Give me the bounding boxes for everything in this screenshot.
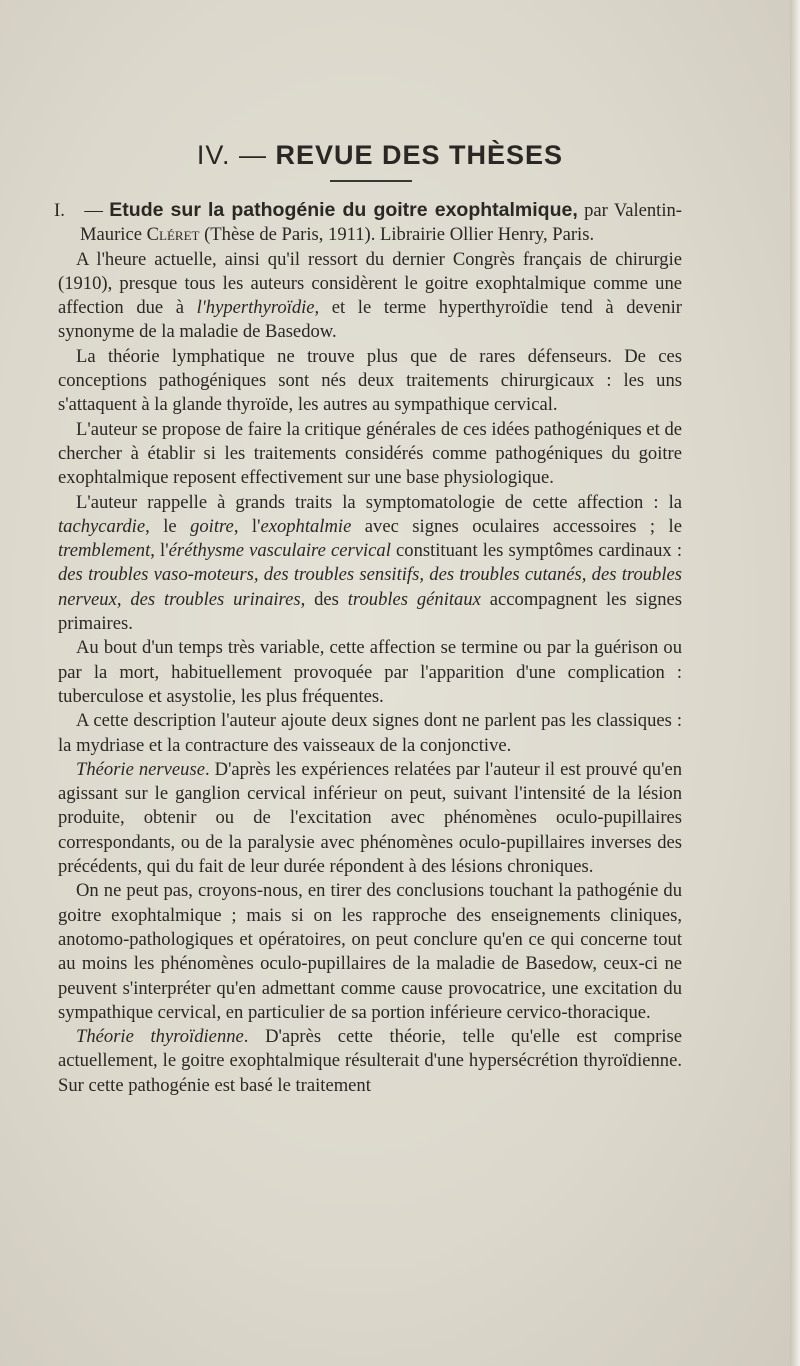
paragraph-2: La théorie lymphatique ne trouve plus que de rares défenseurs. De ces conceptions pathogéniques sont nés deux traitements chirurgicaux : les uns s'attaquent à la glande thyroïde, les autres au sympathique cervical. (58, 345, 682, 416)
paragraph-4 (58, 491, 682, 637)
italic-term: éréthysme vasculaire cervical (168, 540, 391, 562)
entry-title: Etude sur la pathogénie du goitre exophtalmique, (109, 199, 578, 221)
text-run: constituant les symptômes cardinaux : (390, 540, 682, 562)
page-edge (790, 0, 800, 1366)
entry-number: I. (54, 200, 65, 221)
heading-rule (330, 180, 412, 182)
subsection-title: Théorie nerveuse (76, 758, 205, 780)
paragraph-7 (58, 758, 682, 879)
text-run: avec signes oculaires accessoires ; le (351, 515, 682, 537)
italic-term: des troubles vaso-moteurs, des troubles sensitifs, des troubles cutanés, des troubles nerveux, des troubles urinaires (58, 564, 682, 610)
text-run: A l'heure actuelle, ainsi qu'il ressort du dernier Congrès français de chirurgie (1910), presque tous les auteurs considèrent le goitre exophtalmique comme une affection due à (58, 248, 682, 319)
text-run: . D'après cette théorie, telle qu'elle est comprise actuellement, le goitre exophtalmique résulterait d'une hypersécrétion thyroïdienne. Sur cette pathogénie est basé le traitement (58, 1026, 683, 1096)
paragraph-9 (58, 1025, 682, 1098)
italic-term: exophtalmie (260, 515, 352, 537)
italic-term: goitre (190, 515, 234, 537)
text-run: , l' (150, 540, 169, 562)
section-title: REVUE DES THÈSES (275, 140, 564, 170)
italic-term: tremblement (58, 540, 151, 562)
entry-by: par Valentin-Maurice (80, 200, 682, 246)
subsection-title: Théorie thyroïdienne (76, 1026, 244, 1048)
article-body (54, 198, 683, 1098)
text-run: , le (145, 515, 191, 537)
entry-source: (Thèse de Paris, 1911). Librairie Ollier Henry, Paris. (199, 224, 595, 246)
section-number: IV. — (196, 140, 267, 170)
italic-term: tachycardie (58, 515, 146, 537)
text-run: L'auteur rappelle à grands traits la symptomatologie de cette affection : la (76, 491, 682, 513)
entry-dash: — (78, 200, 110, 221)
text-run: accompagnent les signes primaires. (58, 588, 682, 635)
paragraph-1 (58, 248, 682, 345)
thesis-entry (54, 198, 682, 248)
text-run: . D'après les expériences relatées par l'auteur il est prouvé qu'en agissant sur le ganglion cervical inférieur on peut, suivant l'intensité de la lésion produite, obtenir ou de l'excitation avec phénomènes oculo-pupillaires correspondants, ou de la paralysie avec phénomènes oculo-pupillaires inverses des précédents, qui du fait de leur durée répondent à des lésions chroniques. (58, 758, 682, 878)
text-run: , des (300, 588, 348, 610)
paragraph-8: On ne peut pas, croyons-nous, en tirer des conclusions touchant la pathogénie du goitre exophtalmique ; mais si on les rapproche des enseignements cliniques, anotomo-pathologiques et opératoires, on peut conclure qu'en ce qui concerne tout au moins les phénomènes oculo-pupillaires de la maladie de Basedow, ceux-ci ne peuvent s'interpréter qu'en admettant comme cause provocatrice, une excitation du sympathique cervical, en particulier de sa portion inférieure cervico-thoracique. (58, 880, 682, 1023)
section-heading (0, 140, 760, 171)
entry-author: Cléret (146, 224, 200, 246)
paragraph-3: L'auteur se propose de faire la critique générales de ces idées pathogéniques et de chercher à établir si les traitements considérés comme pathogéniques du goitre exophtalmique reposent effectivement sur une base physiologique. (58, 418, 682, 489)
paragraph-6: A cette description l'auteur ajoute deux signes dont ne parlent pas les classiques : la mydriase et la contracture des vaisseaux de la conjonctive. (58, 710, 682, 756)
paragraph-5: Au bout d'un temps très variable, cette affection se termine ou par la guérison ou par la mort, habituellement provoquée par l'apparition d'une complication : tuberculose et asystolie, les plus fréquentes. (58, 637, 682, 707)
text-run: , l' (233, 515, 261, 537)
italic-term: l'hyperthyroïdie (196, 297, 315, 319)
italic-term: troubles génitaux (347, 588, 481, 610)
text-run: , et le terme hyperthyroïdie tend à devenir synonyme de la maladie de Basedow. (58, 297, 682, 343)
